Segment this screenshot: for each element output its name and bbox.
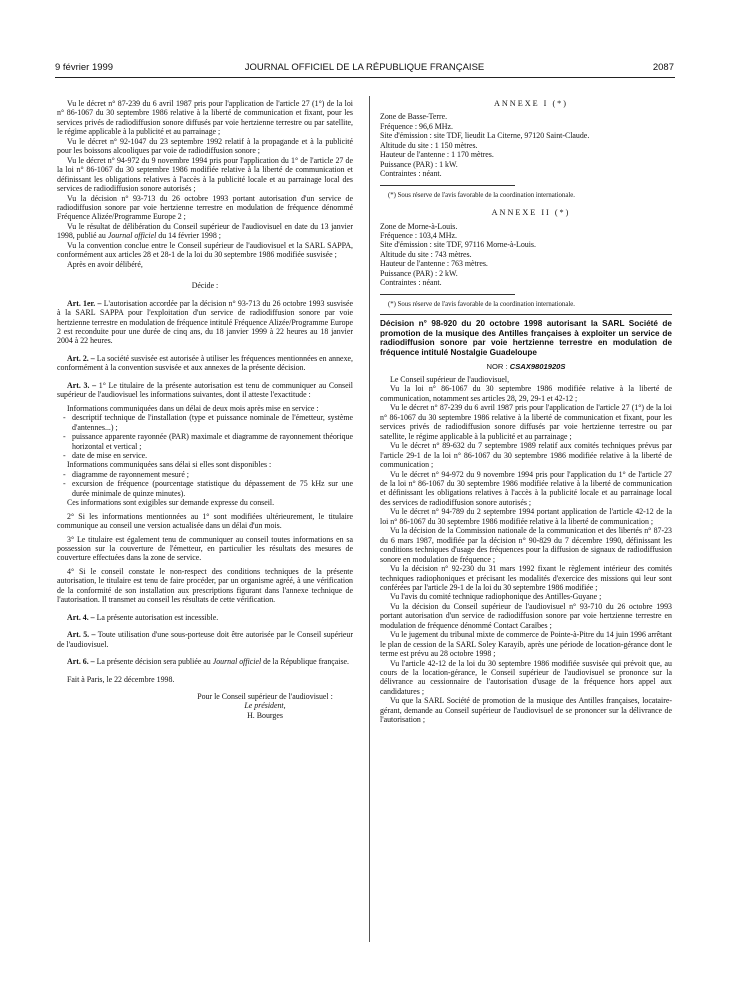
list-item: - excursion de fréquence (pourcentage statistique du dépassement de 75 kHz sur une durée minimale de quinze minutes). — [57, 479, 353, 498]
nor-reference: NOR : CSAX9801920S — [486, 361, 566, 371]
column-divider — [369, 96, 370, 942]
journal-title: JOURNAL OFFICIEL DE LA RÉPUBLIQUE FRANÇAISE — [244, 62, 485, 73]
vu-paragraph: Vu la loi n° 86-1067 du 30 septembre 1986 modifiée relative à la liberté de communication, notamment ses articles 28, 29, 29-1 et 42-12 ; — [380, 384, 672, 403]
decision-title: Décision n° 98-920 du 20 octobre 1998 autorisant la SARL Société de promotion de la musique des Antilles françaises à exploiter un service de radiodiffusion sonore par voie hertzienne terrestre en modulation de fréquence intitulé Nostalgie Guadeloupe — [380, 319, 672, 357]
vu-paragraph: Vu la décision de la Commission nationale de la communication et des libertés n° 87-23 du 6 mars 1987, modifiée par la décision n° 90-829 du 7 décembre 1990, définissant les conditions techniques d'usage des fréquences pour la diffusion de signaux de radiodiffusion sonore en modulation de fréquence ; — [380, 526, 672, 564]
info-note: Ces informations sont exigibles sur demande expresse du conseil. — [67, 498, 275, 508]
article-3-para-3: 3° Le titulaire est également tenu de communiquer au conseil toutes informations en sa possession sur la couverture de l'émetteur, en particulier les résultats des mesures de couverture effectuées dans la zone de service. — [57, 534, 353, 563]
annex-line: Zone de Morne-à-Louis. — [380, 221, 458, 231]
annex-line: Fréquence : 96,6 MHz. — [380, 121, 453, 131]
annex-2-note: (*) Sous réserve de l'avis favorable de la coordination internationale. — [388, 300, 575, 308]
vu-paragraph: Vu le décret n° 92-1047 du 23 septembre 1992 relatif à la propagande et à la publicité pour les boissons alcooliques par voie de radiodiffusion sonore ; — [57, 136, 353, 156]
signature-name: H. Bourges — [247, 710, 283, 720]
annex-line: Fréquence : 103,4 MHz. — [380, 230, 457, 240]
annex-line: Site d'émission : site TDF, lieudit La Citerne, 97120 Saint-Claude. — [380, 131, 590, 141]
apres-deliberation: Après en avoir délibéré, — [67, 259, 143, 269]
vu-paragraph: Vu le décret n° 87-239 du 6 avril 1987 pris pour l'application de l'article 27 (1°) de la loi n° 86-1067 du 30 septembre 1986 relative à la liberté de communication et fixant, pour les services privés de radiodiffusion sonore diffusés par voie hertzienne terrestre ou par satellite, le régime applicable à la publicité et au parrainage ; — [57, 99, 353, 137]
issue-date: 9 février 1999 — [55, 62, 114, 73]
article-3-para-2: 2° Si les informations mentionnées au 1° sont modifiées ultérieurement, le titulaire communique au conseil une version actualisée dans un délai d'un mois. — [57, 511, 353, 531]
left-column — [57, 99, 353, 720]
signature-line: Pour le Conseil supérieur de l'audiovisuel : — [197, 692, 333, 702]
annex-line: Altitude du site : 743 mètres. — [380, 249, 472, 259]
article-1: Art. 1er. – L'autorisation accordée par la décision n° 93-713 du 26 octobre 1993 susvisée à la SARL SAPPA pour l'exploitation d'un service de radiodiffusion sonore par voie hertzienne terrestre en modulation de fréquence intitulé Fréquence Alizée/Programme Europe 2 est reconduite pour une durée de cinq ans, du 18 janvier 1999 à 22 heures au 18 janvier 2004 à 22 heures. — [57, 298, 354, 346]
vu-paragraph: Vu l'article 42-12 de la loi du 30 septembre 1986 modifiée susvisée qui prévoit que, au cours de la location-gérance, le Conseil supérieur de l'audiovisuel se prononce sur la délivrance au cessionnaire de l'autorisation d'usage de la fréquence hors appel aux candidatures ; — [380, 658, 672, 696]
article-3-para-4: 4° Si le conseil constate le non-respect des conditions techniques de la présente autorisation, le titulaire est tenu de faire procéder, par un organisme agréé, à une vérification de la conformité de son installation aux prescriptions figurant dans l'annexe technique de l'autorisation. Il transmet au conseil les résultats de cette vérification. — [57, 566, 353, 605]
article-2: Art. 2. – La société susvisée est autorisée à utiliser les fréquences mentionnées en annexe, conformément à la convention susvisée et aux annexes de la présente décision. — [57, 353, 353, 373]
vu-paragraph: Vu la convention conclue entre le Conseil supérieur de l'audiovisuel et la SARL SAPPA, conformément aux articles 28 et 28-1 de la loi du 30 septembre 1986 modifiée susvisée ; — [57, 240, 353, 260]
annex-1-note: (*) Sous réserve de l'avis favorable de la coordination internationale. — [388, 191, 575, 199]
article-5: Art. 5. – Toute utilisation d'une sous-porteuse doit être autorisée par le Conseil supérieur de l'audiovisuel. — [57, 630, 353, 649]
annex-line: Hauteur de l'antenne : 763 mètres. — [380, 259, 488, 269]
vu-paragraph: Vu le décret n° 94-789 du 2 septembre 1994 portant application de l'article 42-12 de la loi n° 86-1067 du 30 septembre 1986 modifiée relative à la liberté de communication ; — [380, 507, 672, 526]
list-item: - diagramme de rayonnement mesuré ; — [57, 470, 353, 479]
list-item: - date de mise en service. — [57, 451, 353, 460]
page-header — [55, 62, 674, 76]
annex-rule — [380, 185, 515, 186]
vu-paragraph: Vu que la SARL Société de promotion de la musique des Antilles françaises, locataire-gérant, demande au Conseil supérieur de l'audiovisuel de se prononcer sur la délivrance de l'autorisation ; — [380, 696, 672, 725]
fait-a-paris: Fait à Paris, le 22 décembre 1998. — [67, 674, 175, 684]
decide-heading: Décide : — [191, 281, 219, 291]
vu-paragraph: Vu le décret n° 94-972 du 9 novembre 1994 pris pour l'application du 1° de l'article 27 de la loi n° 86-1067 du 30 septembre 1986 modifiée relative à la liberté de communication et définissant les obligations relatives à l'accès à la publicité locale et au parrainage local des services de radiodiffusion sonore autorisés ; — [57, 155, 353, 194]
vu-paragraph: Vu la décision n° 92-230 du 31 mars 1992 fixant le règlement intérieur des comités techniques radiophoniques et précisant les modalités d'exercice des missions qui leur sont conférées par l'article 29-1 de la loi du 30 septembre 1986 modifiée ; — [380, 564, 672, 592]
vu-paragraph: Vu l'avis du comité technique radiophonique des Antilles-Guyane ; — [390, 592, 602, 602]
decision-intro: Le Conseil supérieur de l'audiovisuel, — [390, 374, 510, 384]
annex-line: Altitude du site : 1 150 mètres. — [380, 140, 478, 150]
annex-line: Zone de Basse-Terre. — [380, 112, 448, 122]
list-item: - puissance apparente rayonnée (PAR) maximale et diagramme de rayonnement théorique horizontal et vertical ; — [57, 432, 353, 451]
info-heading: Informations communiquées sans délai si elles sont disponibles : — [67, 460, 272, 470]
annex-1-title: ANNEXE I (*) — [493, 99, 569, 108]
annex-line: Contraintes : néant. — [380, 278, 442, 288]
signature-title: Le président, — [244, 701, 286, 711]
vu-paragraph: Vu le décret n° 87-239 du 6 avril 1987 pris pour l'application de l'article 27 (1°) de la loi n° 86-1067 du 30 septembre 1986 relative à la liberté de communication et fixant, pour les services privés de radiodiffusion sonore diffusés par voie hertzienne terrestre ou par satellite, le régime applicable à la publicité et au parrainage ; — [380, 403, 672, 441]
vu-paragraph: Vu le décret n° 89-632 du 7 septembre 1989 relatif aux comités techniques prévus par l'article 29-1 de la loi n° 86-1067 du 30 septembre 1986 modifiée relative à la liberté de communication ; — [380, 441, 672, 470]
article-6: Art. 6. – La présente décision sera publiée au Journal officiel de la République française. — [67, 657, 350, 667]
article-3: Art. 3. – 1° Le titulaire de la présente autorisation est tenu de communiquer au Conseil supérieur de l'audiovisuel les informations suivantes, dont il atteste l'exactitude : — [57, 380, 353, 400]
annex-2-title: ANNEXE II (*) — [491, 208, 571, 218]
info-heading: Informations communiquées dans un délai de deux mois après mise en service : — [67, 403, 319, 413]
annex-rule — [380, 294, 515, 295]
annex-line: Site d'émission : site TDF, 97116 Morne-à-Louis. — [380, 240, 536, 250]
vu-paragraph: Vu le jugement du tribunal mixte de commerce de Pointe-à-Pitre du 14 juin 1996 arrêtant le plan de cession de la SARL Soley Karayib, après une période de location-gérance dont le terme est prévu au 28 octobre 1998 ; — [380, 630, 672, 659]
vu-paragraph: Vu la décision du Conseil supérieur de l'audiovisuel n° 93-710 du 26 octobre 1993 portant autorisation d'un service de radiodiffusion sonore par voie hertzienne terrestre en modulation de fréquence dénommé Contact Caraïbes ; — [380, 601, 672, 630]
vu-paragraph: Vu le résultat de délibération du Conseil supérieur de l'audiovisuel en date du 13 janvier 1998, publié au Journal officiel du 14 février 1998 ; — [57, 221, 353, 241]
annex-line: Contraintes : néant. — [380, 169, 442, 179]
article-4: Art. 4. – La présente autorisation est incessible. — [67, 612, 219, 622]
header-rule — [55, 77, 675, 78]
annex-line: Puissance (PAR) : 1 kW. — [380, 159, 458, 169]
vu-paragraph: Vu la décision n° 93-713 du 26 octobre 1993 portant autorisation d'un service de radiodiffusion sonore par voie hertzienne terrestre en modulation de fréquence dénommé Fréquence Alizée/Programme Europe 2 ; — [57, 193, 353, 222]
page-number: 2087 — [652, 62, 674, 73]
section-rule — [380, 314, 672, 315]
list-item: - descriptif technique de l'installation (type et puissance nominale de l'émetteur, système d'antennes...) ; — [57, 413, 353, 432]
vu-paragraph: Vu le décret n° 94-972 du 9 novembre 1994 pris pour l'application du 1° de l'article 27 de la loi n° 86-1067 du 30 septembre 1986 modifiée relative à la liberté de communication et définissant les obligations relatives à l'accès à la publicité locale et au parrainage local des services de radiodiffusion sonore autorisés ; — [380, 469, 672, 507]
annex-line: Puissance (PAR) : 2 kW. — [380, 268, 458, 278]
right-column — [380, 99, 672, 725]
annex-line: Hauteur de l'antenne : 1 170 mètres. — [380, 150, 494, 160]
